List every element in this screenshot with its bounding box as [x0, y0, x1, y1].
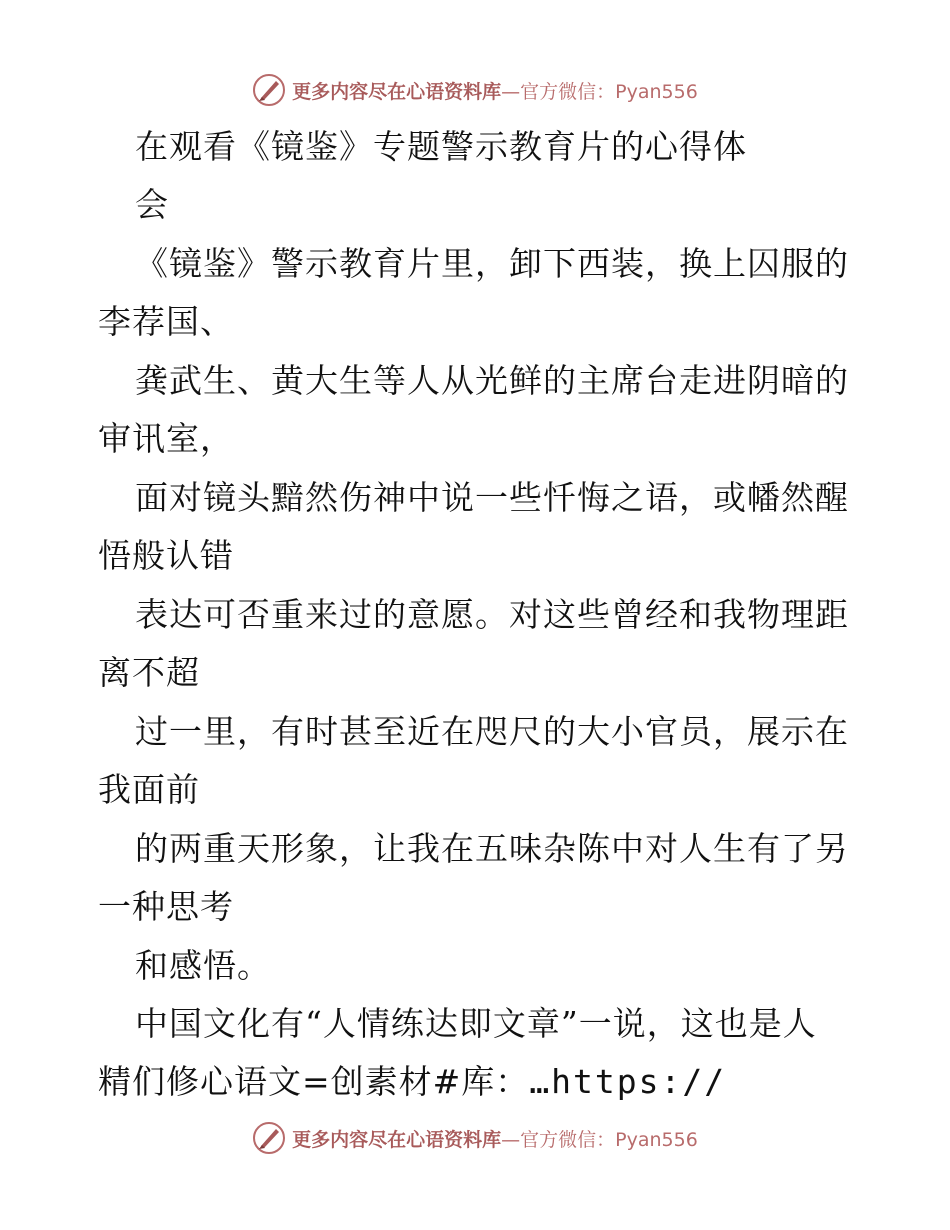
paragraph-line: 龚武生、黄大生等人从光鲜的主席台走进阴暗的: [135, 361, 849, 400]
paragraph-line: 离不超: [98, 653, 200, 692]
paragraph-line: 《镜鉴》警示教育片里，卸下西装，换上囚服的: [135, 244, 849, 283]
banner-tail: 官方微信：Pyan556: [520, 1128, 698, 1151]
paragraph-line: 表达可否重来过的意愿。对这些曾经和我物理距: [135, 595, 849, 634]
banner-dash: —: [501, 1128, 521, 1151]
paragraph-line-last-text: 精们修心语文=创素材#库：: [98, 1062, 530, 1101]
banner-dash: —: [501, 80, 521, 103]
paragraph-line: 一种思考: [98, 887, 234, 926]
banner-lead: 更多内容尽在心语资料库: [292, 1128, 502, 1151]
quill-pen-icon: [252, 1121, 286, 1155]
paragraph-line: 面对镜头黯然伤神中说一些忏悔之语，或幡然醒: [135, 478, 849, 517]
document-title-line-1: 在观看《镜鉴》专题警示教育片的心得体: [135, 127, 747, 166]
paragraph-line: 的两重天形象，让我在五味杂陈中对人生有了另: [135, 829, 849, 868]
paragraph-line: 李荐国、: [98, 302, 234, 341]
paragraph-line: 我面前: [98, 770, 200, 809]
document-title-line-2: 会: [135, 185, 169, 224]
paragraph-line: 审讯室，: [98, 419, 234, 458]
paragraph-line-last-url: …https://: [529, 1062, 727, 1101]
paragraph-line: 悟般认错: [98, 536, 234, 575]
paragraph-line-last: [98, 1062, 726, 1102]
paragraph-line: 中国文化有“人情练达即文章”一说，这也是人: [135, 1004, 817, 1043]
footer-watermark-banner: [0, 1118, 950, 1158]
paragraph-line: 和感悟。: [135, 946, 271, 985]
banner-text: [292, 1125, 698, 1152]
paragraph-line: 过一里，有时甚至近在咫尺的大小官员，展示在: [135, 712, 849, 751]
banner-tail: 官方微信：Pyan556: [520, 80, 698, 103]
banner-lead: 更多内容尽在心语资料库: [292, 80, 502, 103]
